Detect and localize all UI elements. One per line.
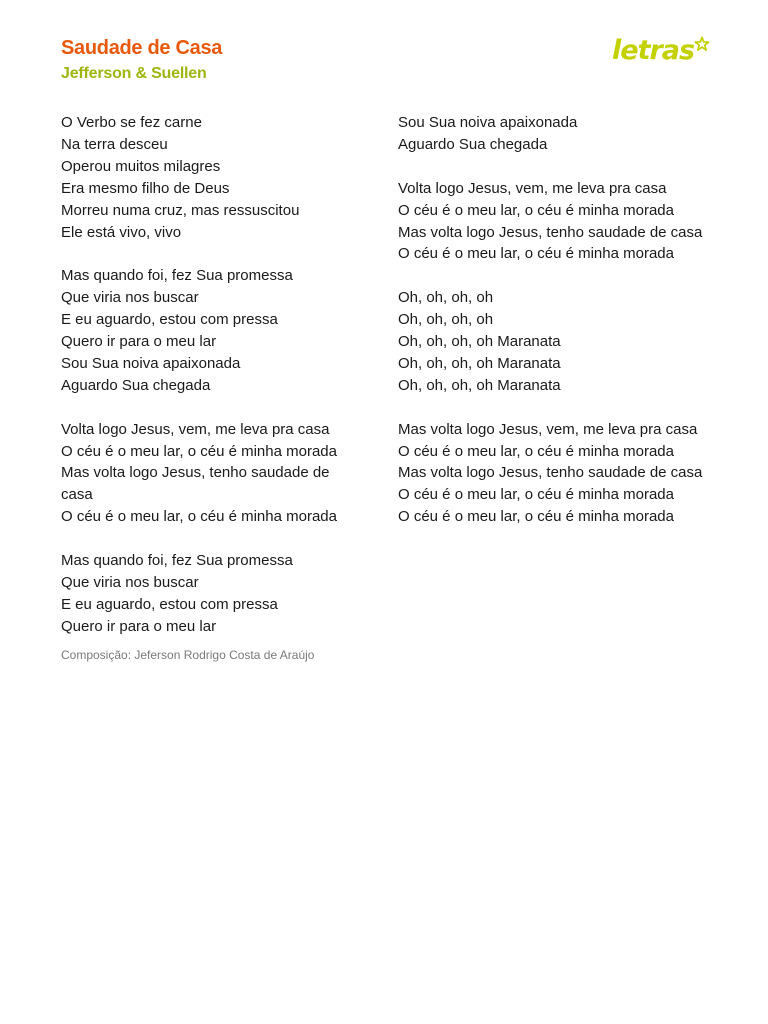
lyric-line: Mas volta logo Jesus, tenho saudade de casa xyxy=(398,223,703,241)
lyric-line: Operou muitos milagres xyxy=(61,157,221,175)
lyric-line: Mas quando foi, fez Sua promessa xyxy=(61,267,293,285)
star-icon xyxy=(694,36,710,52)
song-header xyxy=(61,34,222,86)
lyric-line: Que viria nos buscar xyxy=(61,573,199,591)
lyric-line: Quero ir para o meu lar xyxy=(61,617,217,635)
lyric-line: Quero ir para o meu lar xyxy=(61,333,217,351)
lyrics-stanza xyxy=(61,265,361,396)
artist-name: Jefferson & Suellen xyxy=(61,65,207,82)
lyric-line: O céu é o meu lar, o céu é minha morada xyxy=(398,486,674,504)
lyrics-stanza xyxy=(398,419,718,529)
lyric-line: O céu é o meu lar, o céu é minha morada xyxy=(398,245,674,263)
lyrics-stanza xyxy=(61,112,361,243)
lyric-line: Na terra desceu xyxy=(61,135,168,153)
lyric-line: Mas quando foi, fez Sua promessa xyxy=(61,552,293,570)
lyric-line: Morreu numa cruz, mas ressuscitou xyxy=(61,201,300,219)
lyric-line: Aguardo Sua chegada xyxy=(398,135,548,153)
lyric-line: Mas volta logo Jesus, tenho saudade de casa xyxy=(61,464,330,504)
lyrics-stanza xyxy=(398,112,718,156)
lyric-line: Ele está vivo, vivo xyxy=(61,223,182,241)
lyric-line: Oh, oh, oh, oh xyxy=(398,289,494,307)
lyrics-stanza xyxy=(61,419,361,529)
lyric-line: Mas volta logo Jesus, vem, me leva pra casa xyxy=(398,420,698,438)
lyric-line: Aguardo Sua chegada xyxy=(61,376,211,394)
song-title: Saudade de Casa xyxy=(61,37,223,59)
lyric-line: Volta logo Jesus, vem, me leva pra casa xyxy=(61,420,330,438)
lyric-line: O céu é o meu lar, o céu é minha morada xyxy=(398,508,674,526)
lyric-line: O céu é o meu lar, o céu é minha morada xyxy=(61,442,337,460)
lyric-line: O céu é o meu lar, o céu é minha morada xyxy=(398,201,674,219)
lyrics-right-column xyxy=(398,112,718,550)
lyric-line: O céu é o meu lar, o céu é minha morada xyxy=(61,508,337,526)
lyric-line: Que viria nos buscar xyxy=(61,289,199,307)
lyrics-stanza xyxy=(398,178,718,266)
lyric-line: Sou Sua noiva apaixonada xyxy=(61,354,241,372)
lyric-line: E eu aguardo, estou com pressa xyxy=(61,595,278,613)
lyric-line: Mas volta logo Jesus, tenho saudade de casa xyxy=(398,464,703,482)
letras-logo xyxy=(612,34,712,68)
lyric-line: Sou Sua noiva apaixonada xyxy=(398,114,578,131)
lyric-line: Oh, oh, oh, oh Maranata xyxy=(398,333,561,351)
lyric-line: Volta logo Jesus, vem, me leva pra casa xyxy=(398,179,667,197)
logo-text: letras xyxy=(612,35,695,66)
lyrics-stanza xyxy=(398,287,718,397)
lyric-line: E eu aguardo, estou com pressa xyxy=(61,311,278,329)
lyric-line: Oh, oh, oh, oh Maranata xyxy=(398,376,561,394)
lyric-line: O Verbo se fez carne xyxy=(61,114,202,131)
lyric-line: Oh, oh, oh, oh Maranata xyxy=(398,354,561,372)
lyrics-left-column xyxy=(61,112,361,660)
lyric-line: Era mesmo filho de Deus xyxy=(61,179,230,197)
lyric-line: Oh, oh, oh, oh xyxy=(398,311,494,329)
lyrics-stanza xyxy=(61,550,361,638)
composer-credit: Composição: Jeferson Rodrigo Costa de Araújo xyxy=(61,648,315,662)
lyric-line: O céu é o meu lar, o céu é minha morada xyxy=(398,442,674,460)
